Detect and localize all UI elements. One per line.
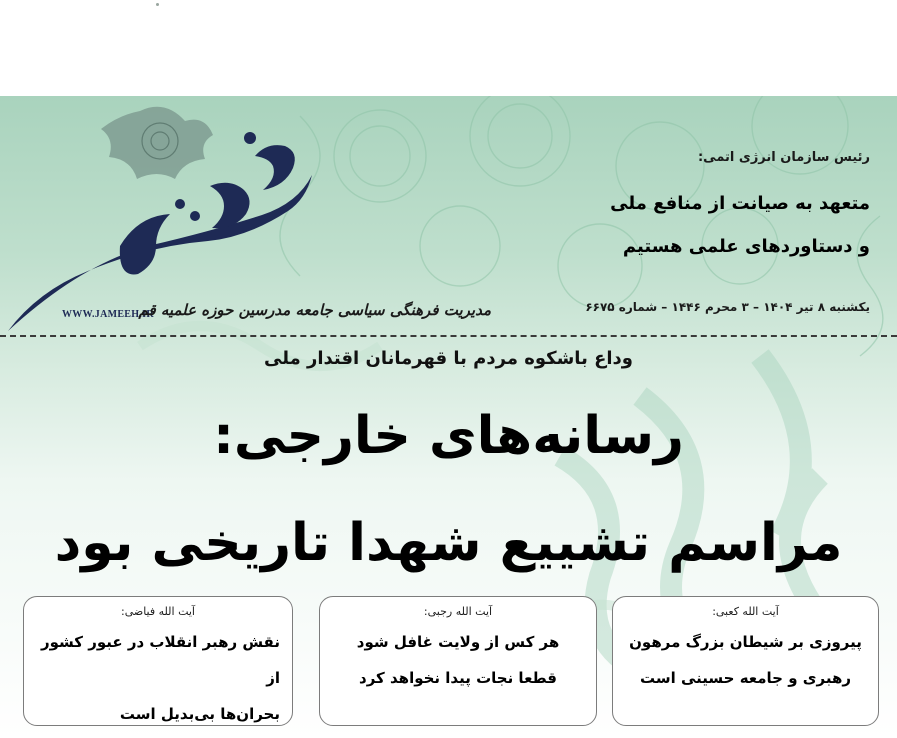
quote-box-label: آیت الله فیاضی: (120, 605, 195, 618)
top-story-headline-line2: و دستاوردهای علمی هستیم (622, 236, 870, 257)
masthead-divider (0, 335, 897, 337)
lead-headline-line1: رسانه‌های خارجی: (213, 406, 684, 466)
quote-box-fayazi (23, 596, 293, 726)
quote-box-text (332, 624, 584, 696)
quote-box-line: هر کس از ولایت غافل شود (356, 633, 560, 651)
quote-box-text (625, 624, 866, 696)
quote-box-line: نقش رهبر انقلاب در عبور کشور از (40, 633, 280, 687)
stray-dot (156, 3, 159, 6)
top-story-kicker: رئیس سازمان انرژی اتمی: (697, 150, 870, 165)
issue-dateline: یکشنبه ۸ تیر ۱۴۰۴ – ۳ محرم ۱۴۴۶ – شماره ۶۶۷۵ (585, 300, 870, 314)
publisher-tagline: مدیریت فرهنگی سیاسی جامعه مدرسین حوزه علمیه قم (138, 301, 491, 319)
quote-box-label: آیت الله کعبی: (712, 605, 779, 618)
quote-box-label: آیت الله رجبی: (423, 605, 493, 618)
site-url: WWW.JAMEEH.IR (62, 309, 154, 320)
top-story-headline-line1: متعهد به صیانت از منافع ملی (610, 193, 870, 214)
quote-box-kaabi (612, 596, 879, 726)
lead-kicker: وداع باشکوه مردم با قهرمانان اقتدار ملی (264, 348, 633, 369)
quote-box-line: پیروزی بر شیطان بزرگ مرهون (629, 633, 862, 651)
quote-box-text (36, 624, 280, 732)
lead-headline-line2: مراسم تشییع شهدا تاریخی بود (54, 513, 843, 573)
quote-box-line: قطعا نجات پیدا نخواهد کرد (359, 669, 557, 687)
top-story-headline (570, 182, 870, 268)
quote-box-rajabi (319, 596, 597, 726)
quote-box-line: بحران‌ها بی‌بدیل است (119, 705, 280, 723)
quote-box-line: رهبری و جامعه حسینی است (639, 669, 851, 687)
